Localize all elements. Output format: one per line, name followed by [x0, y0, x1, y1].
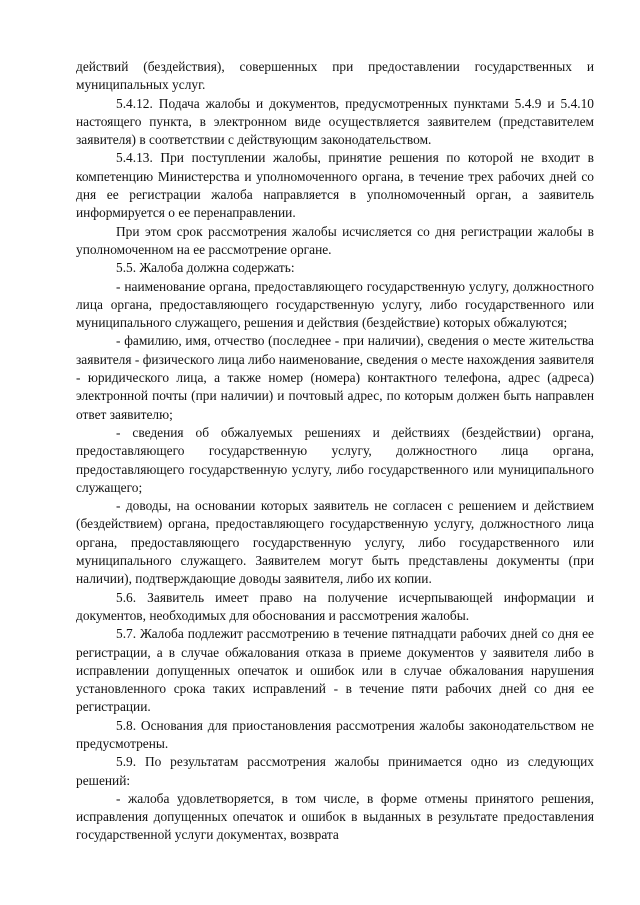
paragraph-5-5: 5.5. Жалоба должна содержать:: [116, 260, 295, 276]
paragraph-5-7: 5.7. Жалоба подлежит рассмотрению в течение пятнадцати рабочих дней со дня ее регистрации, а в случае обжалования отказа в приеме документов у заявителя либо в исправлении допущенных опечаток и ошибок или в случае обжалования нарушения установленного срока таких исправлений - в течение пяти рабочих дней со дня ее регистрации.: [76, 626, 594, 715]
paragraph-continuation: действий (бездействия), совершенных при предоставлении государственных и муниципальных услуг.: [76, 59, 594, 93]
document-page: [76, 58, 594, 845]
list-item-complaint-satisfied: - жалоба удовлетворяется, в том числе, в форме отмены принятого решения, исправления допущенных опечаток и ошибок в выданных в результате предоставления государственной услуги документах, возврата: [76, 790, 594, 843]
paragraph-5-6: 5.6. Заявитель имеет право на получение исчерпывающей информации и документов, необходимых для обоснования и рассмотрения жалобы.: [76, 589, 594, 623]
paragraph-5-9: 5.9. По результатам рассмотрения жалобы принимается одно из следующих решений:: [76, 754, 594, 788]
paragraph-5-8: 5.8. Основания для приостановления рассмотрения жалобы законодательством не предусмотрены.: [76, 717, 594, 751]
paragraph-5-4-12: 5.4.12. Подача жалобы и документов, предусмотренных пунктами 5.4.9 и 5.4.10 настоящего пункта, в электронном виде осуществляется заявителем (представителем заявителя) в соответствии с действующим законодательством.: [76, 95, 594, 148]
list-item-arguments: - доводы, на основании которых заявитель не согласен с решением и действием (бездействием) органа, предоставляющего государственную услугу, должностного лица органа, предоставляющего государственную услугу, либо государственного или муниципального служащего. Заявителем могут быть представлены документы (при наличии), подтверждающие доводы заявителя, либо их копии.: [76, 498, 594, 587]
list-item-decisions-info: - сведения об обжалуемых решениях и действиях (бездействии) органа, предоставляющего государственную услугу, должностного лица органа, предоставляющего государственную услугу, либо государственного или муниципального служащего;: [76, 424, 594, 495]
list-item-authority-name: - наименование органа, предоставляющего государственную услугу, должностного лица органа, предоставляющего государственную услугу, либо государственного или муниципального служащего, решения и действия (бездействие) которых обжалуются;: [76, 278, 594, 331]
paragraph-review-term: При этом срок рассмотрения жалобы исчисляется со дня регистрации жалобы в уполномоченном на ее рассмотрение органе.: [76, 223, 594, 257]
list-item-applicant-details: - фамилию, имя, отчество (последнее - при наличии), сведения о месте жительства заявителя - физического лица либо наименование, сведения о месте нахождения заявителя - юридического лица, а также номер (номера) контактного телефона, адрес (адреса) электронной почты (при наличии) и почтовый адрес, по которым должен быть направлен ответ заявителю;: [76, 333, 594, 422]
paragraph-5-4-13: 5.4.13. При поступлении жалобы, принятие решения по которой не входит в компетенцию Министерства и уполномоченного органа, в течение трех рабочих дней со дня ее регистрации жалоба направляется в уполномоченный орган, а заявитель информируется о ее перенаправлении.: [76, 150, 594, 221]
